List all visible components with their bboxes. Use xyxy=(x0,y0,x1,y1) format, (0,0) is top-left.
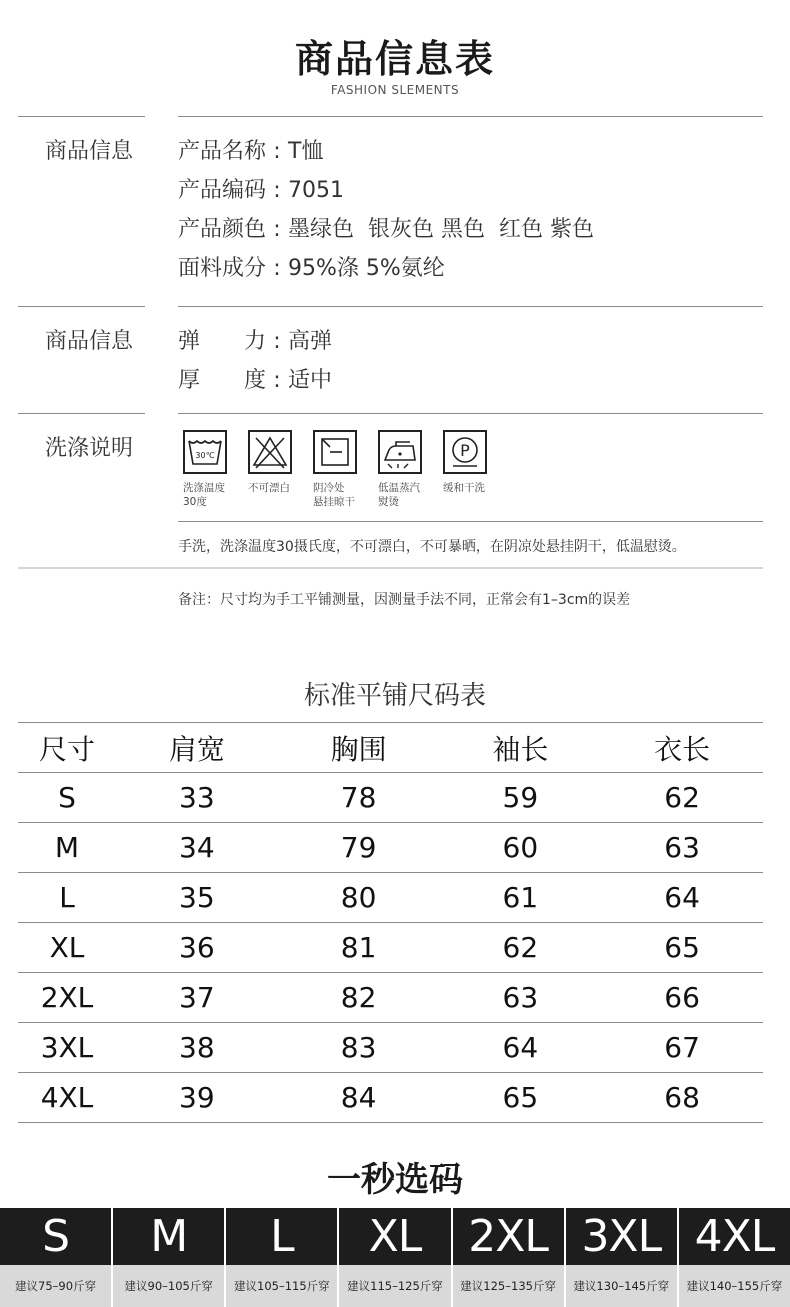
wash-item xyxy=(248,430,296,509)
table-cell: 36 xyxy=(116,923,278,973)
gentle-dry-clean-icon xyxy=(443,430,487,474)
quick-pick-hint: 建议105–115斤穿 xyxy=(226,1265,337,1307)
quick-pick-hint: 建议130–145斤穿 xyxy=(566,1265,677,1307)
section-label-product-info: 商品信息 xyxy=(45,139,134,164)
table-cell: 79 xyxy=(278,823,440,873)
quick-pick-item xyxy=(226,1208,337,1307)
quick-pick-item xyxy=(566,1208,677,1307)
quick-pick-title: 一秒选码 xyxy=(327,1160,463,1200)
info-key: 产品颜色 xyxy=(178,217,267,242)
svg-text:30℃: 30℃ xyxy=(195,451,215,460)
size-table-title: 标准平铺尺码表 xyxy=(303,681,486,711)
info-value: 高弹 xyxy=(288,329,333,354)
wash-caption: 阴冷处 悬挂晾干 xyxy=(313,482,355,508)
col-header-sleeve: 袖长 xyxy=(440,723,602,773)
table-cell: 80 xyxy=(278,873,440,923)
table-cell: M xyxy=(18,823,116,873)
wash-caption: 洗涤温度 30度 xyxy=(183,482,225,508)
divider xyxy=(178,306,763,307)
wash-icons xyxy=(183,430,491,509)
info-value: 7051 xyxy=(288,178,345,203)
table-cell: L xyxy=(18,873,116,923)
table-cell: 4XL xyxy=(18,1073,116,1123)
table-cell: 68 xyxy=(601,1073,763,1123)
col-header-length: 衣长 xyxy=(601,723,763,773)
divider xyxy=(178,413,763,414)
col-header-shoulder: 肩宽 xyxy=(116,723,278,773)
quick-pick-hint: 建议75–90斤穿 xyxy=(0,1265,111,1307)
info-row-fabric: 面料成分 : 95%涤 5%氨纶 xyxy=(178,251,445,282)
quick-pick-size: S xyxy=(0,1208,111,1265)
table-row xyxy=(18,773,763,823)
table-cell: 82 xyxy=(278,973,440,1023)
table-cell: 63 xyxy=(601,823,763,873)
divider xyxy=(18,306,145,307)
page-subtitle: FASHION SLEMENTS xyxy=(330,83,460,97)
quick-pick-item xyxy=(339,1208,450,1307)
quick-pick-size: 4XL xyxy=(679,1208,790,1265)
info-value: 墨绿色 银灰色 黑色 红色 紫色 xyxy=(288,217,594,242)
wash-caption: 缓和干洗 xyxy=(443,482,485,494)
quick-pick-row xyxy=(0,1208,790,1307)
table-cell: 66 xyxy=(601,973,763,1023)
quick-pick-size: M xyxy=(113,1208,224,1265)
table-cell: 38 xyxy=(116,1023,278,1073)
quick-pick-hint: 建议125–135斤穿 xyxy=(453,1265,564,1307)
quick-pick-hint: 建议140–155斤穿 xyxy=(679,1265,790,1307)
wash-item xyxy=(313,430,361,509)
table-cell: 64 xyxy=(601,873,763,923)
table-cell: 60 xyxy=(440,823,602,873)
divider xyxy=(18,116,145,117)
table-cell: 83 xyxy=(278,1023,440,1073)
info-value: 95%涤 5%氨纶 xyxy=(288,256,445,281)
table-header-row xyxy=(18,723,763,773)
table-cell: 37 xyxy=(116,973,278,1023)
divider xyxy=(178,116,763,117)
table-cell: 64 xyxy=(440,1023,602,1073)
section-label-wash: 洗涤说明 xyxy=(45,436,134,461)
table-cell: 63 xyxy=(440,973,602,1023)
col-header-size: 尺寸 xyxy=(18,723,116,773)
info-key: 产品编码 xyxy=(178,178,267,203)
page-title: 商品信息表 xyxy=(294,37,495,81)
table-cell: 62 xyxy=(440,923,602,973)
quick-pick-size: 3XL xyxy=(566,1208,677,1265)
quick-pick-hint: 建议90–105斤穿 xyxy=(113,1265,224,1307)
table-cell: 61 xyxy=(440,873,602,923)
info-row-code: 产品编码 : 7051 xyxy=(178,173,344,204)
section-label-spec-info: 商品信息 xyxy=(45,329,134,354)
table-cell: 78 xyxy=(278,773,440,823)
table-cell: 65 xyxy=(601,923,763,973)
info-row-name: 产品名称 : T恤 xyxy=(178,134,323,165)
quick-pick-item xyxy=(0,1208,111,1307)
quick-pick-item xyxy=(113,1208,224,1307)
table-cell: 35 xyxy=(116,873,278,923)
info-key: 厚 度 xyxy=(178,368,266,393)
info-row-colors: 产品颜色 : 墨绿色 银灰色 黑色 红色 紫色 xyxy=(178,212,594,243)
info-key: 面料成分 xyxy=(178,256,267,281)
wash-caption: 不可漂白 xyxy=(248,482,290,494)
table-cell: 62 xyxy=(601,773,763,823)
table-row xyxy=(18,1073,763,1123)
wash-item xyxy=(443,430,491,509)
table-row xyxy=(18,1023,763,1073)
quick-pick-size: XL xyxy=(339,1208,450,1265)
table-cell: 3XL xyxy=(18,1023,116,1073)
divider xyxy=(18,567,763,569)
quick-pick-size: 2XL xyxy=(453,1208,564,1265)
wash-description: 手洗，洗涤温度30摄氏度，不可漂白，不可暴晒，在阴凉处悬挂阴干，低温慰烫。 xyxy=(178,539,686,555)
table-row xyxy=(18,823,763,873)
shade-hang-dry-icon xyxy=(313,430,357,474)
info-value: 适中 xyxy=(288,368,333,393)
svg-text:P: P xyxy=(460,441,470,460)
table-row xyxy=(18,973,763,1023)
table-row xyxy=(18,873,763,923)
wash-30-icon xyxy=(183,430,227,474)
divider xyxy=(178,521,763,522)
table-cell: 34 xyxy=(116,823,278,873)
info-row-elasticity: 弹 力 : 高弹 xyxy=(178,324,332,355)
quick-pick-item xyxy=(453,1208,564,1307)
measurement-note: 备注：尺寸均为手工平铺测量，因测量手法不同，正常会有1–3cm的误差 xyxy=(178,592,631,608)
info-key: 产品名称 xyxy=(178,139,267,164)
quick-pick-item xyxy=(679,1208,790,1307)
quick-pick-size: L xyxy=(226,1208,337,1265)
table-cell: 39 xyxy=(116,1073,278,1123)
table-cell: 2XL xyxy=(18,973,116,1023)
divider xyxy=(18,413,145,414)
no-bleach-icon xyxy=(248,430,292,474)
info-row-thickness: 厚 度 : 适中 xyxy=(178,363,332,394)
table-cell: 67 xyxy=(601,1023,763,1073)
size-table xyxy=(18,722,763,1123)
table-cell: 84 xyxy=(278,1073,440,1123)
low-steam-iron-icon xyxy=(378,430,422,474)
table-cell: 59 xyxy=(440,773,602,823)
table-row xyxy=(18,923,763,973)
wash-item xyxy=(378,430,426,509)
table-cell: 33 xyxy=(116,773,278,823)
info-key: 弹 力 xyxy=(178,329,266,354)
quick-pick-hint: 建议115–125斤穿 xyxy=(339,1265,450,1307)
col-header-chest: 胸围 xyxy=(278,723,440,773)
table-cell: 81 xyxy=(278,923,440,973)
wash-caption: 低温蒸汽 熨烫 xyxy=(378,482,420,508)
table-cell: XL xyxy=(18,923,116,973)
table-cell: 65 xyxy=(440,1073,602,1123)
wash-item xyxy=(183,430,231,509)
table-cell: S xyxy=(18,773,116,823)
info-value: T恤 xyxy=(288,139,324,164)
